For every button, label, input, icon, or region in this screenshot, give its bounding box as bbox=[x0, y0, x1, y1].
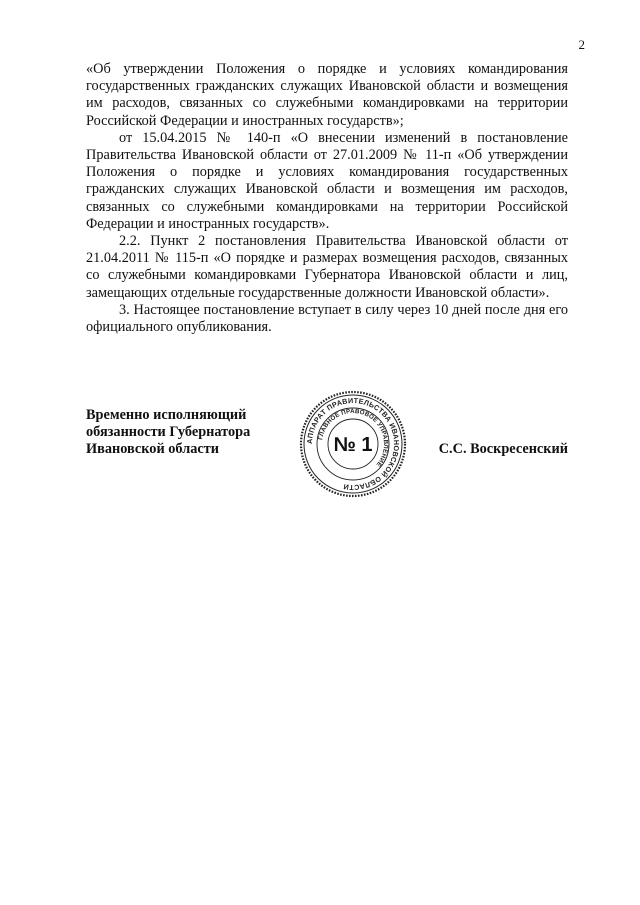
stamp-number: № 1 bbox=[333, 434, 373, 456]
paragraph-1: «Об утверждении Положения о порядке и условиях командирования государственных гражданских служащих Ивановской области и возмещения им расходов, связанных со служебными командировками на территории Российской Федерации и иностранных государств»; bbox=[86, 61, 568, 129]
document-body bbox=[86, 61, 568, 336]
paragraph-2: от 15.04.2015 № 140-п «О внесении изменений в постановление Правительства Ивановской области от 27.01.2009 № 11-п «Об утверждении Положения о порядке и условиях командирования государственных гражданских служащих Ивановской области и возмещения им расходов, связанных со служебными командировками на территории Российской Федерации и иностранных государств». bbox=[86, 129, 568, 232]
stamp-ring-text: АППАРАТ ПРАВИТЕЛЬСТВА ИВАНОВСКОЙ ОБЛАСТИ bbox=[304, 395, 402, 493]
signatory-title-line-1: Временно исполняющий bbox=[86, 407, 247, 423]
signatory-name: С.С. Воскресенский bbox=[438, 441, 568, 457]
signatory-title-line-2: обязанности Губернатора bbox=[86, 424, 251, 441]
stamp-inner-text: ГЛАВНОЕ ПРАВОВОЕ УПРАВЛЕНИЕ bbox=[317, 407, 390, 468]
page-number: 2 bbox=[578, 37, 585, 52]
official-seal-stamp bbox=[298, 389, 408, 499]
signatory-title-line-3: Ивановской области bbox=[86, 441, 219, 458]
paragraph-3: 2.2. Пункт 2 постановления Правительства Ивановской области от 21.04.2011 № 115-п «О порядке и размерах возмещения расходов, связанных со служебными командировками Губернатора Ивановской области и лиц, замещающих отдельные государственные должности Ивановской области». bbox=[86, 233, 568, 301]
signatory-title bbox=[86, 407, 250, 459]
signature-block bbox=[86, 395, 568, 505]
paragraph-4: 3. Настоящее постановление вступает в силу через 10 дней после дня его официального опубликования. bbox=[86, 301, 568, 336]
